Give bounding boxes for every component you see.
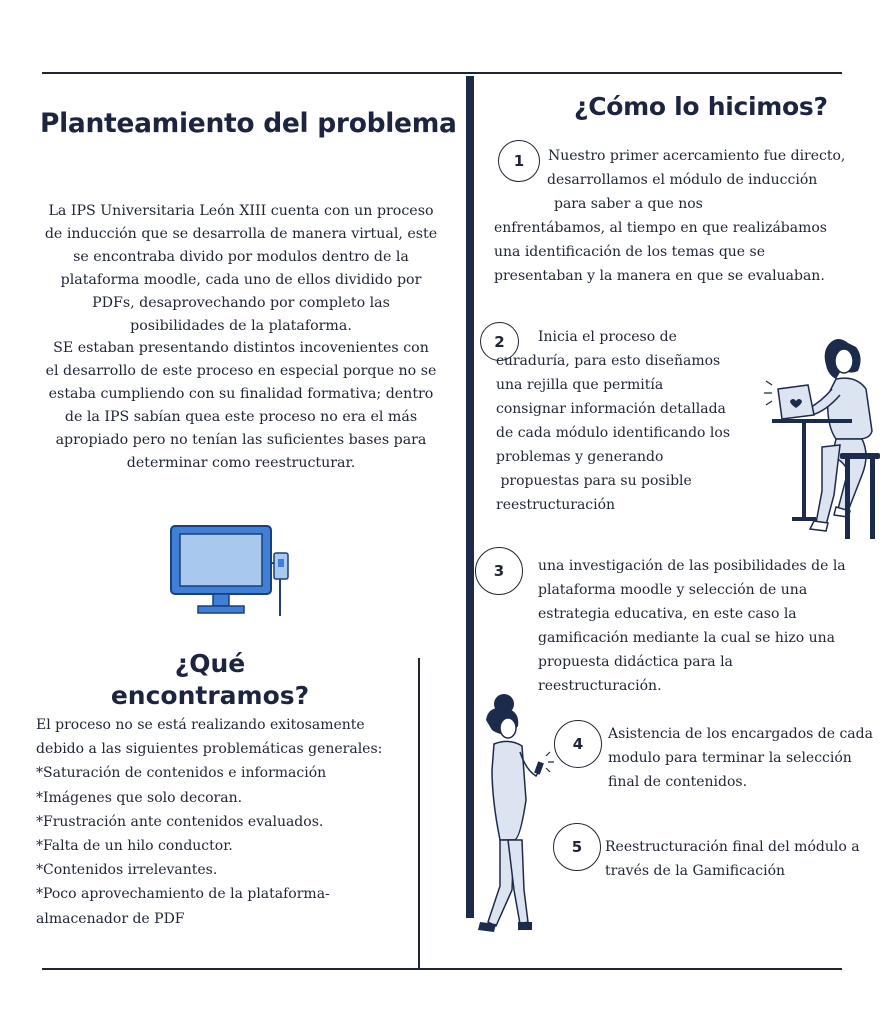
- found-line: *Frustración ante contenidos evaluados.: [36, 813, 324, 830]
- problem-paragraph: [22, 200, 460, 475]
- center-divider: [466, 76, 474, 918]
- step-line: curaduría, para esto diseñamos: [496, 353, 721, 369]
- step-line: Nuestro primer acercamiento fue directo,: [548, 148, 846, 164]
- step-line: Inicia el proceso de: [538, 329, 677, 345]
- problem-title: Planteamiento del problema: [40, 108, 457, 139]
- found-title-line: encontramos?: [110, 681, 310, 710]
- computer-monitor-icon: [168, 523, 300, 619]
- step-line: propuestas para su posible: [496, 473, 692, 489]
- found-title-line: ¿Qué: [174, 649, 246, 678]
- woman-phone-illustration: [474, 690, 570, 940]
- bottom-rule: [42, 968, 842, 970]
- found-line: *Saturación de contenidos e información: [36, 765, 327, 782]
- found-line: El proceso no se está realizando exitosamente: [36, 717, 365, 733]
- step-number-3: 3: [475, 547, 523, 595]
- step-line: presentaban y la manera en que se evaluaban.: [494, 268, 825, 284]
- paragraph-line: PDFs, desaprovechando por completo las: [92, 294, 390, 311]
- step-line: modulo para terminar la selección: [608, 750, 852, 766]
- step-4-text: [608, 722, 886, 794]
- step-number-5: 5: [553, 823, 601, 871]
- paragraph-line: de la IPS sabían quea este proceso no era el más: [64, 409, 418, 426]
- woman-laptop-illustration: [752, 335, 884, 545]
- how-title: ¿Cómo lo hicimos?: [574, 92, 828, 121]
- step-line: consignar información detallada: [496, 401, 726, 417]
- step-line: estrategia educativa, en este caso la: [538, 606, 797, 622]
- found-line: debido a las siguientes problemáticas generales:: [36, 741, 383, 758]
- paragraph-line: posibilidades de la plataforma.: [130, 317, 352, 334]
- step-number-1: 1: [498, 140, 540, 182]
- step-line: propuesta didáctica para la: [538, 654, 733, 670]
- paragraph-line: plataforma moodle, cada uno de ellos dividido por: [60, 271, 422, 288]
- found-line: *Imágenes que solo decoran.: [36, 789, 243, 806]
- step-1-text: [494, 144, 884, 288]
- top-rule: [42, 72, 842, 74]
- step-line: para saber a que nos: [554, 196, 703, 212]
- step-line: una identificación de los temas que se: [494, 244, 766, 260]
- step-line: reestructuración.: [538, 678, 662, 694]
- step-line: Reestructuración final del módulo a: [605, 839, 860, 855]
- paragraph-line: estaba cumpliendo con su finalidad formativa; dentro: [48, 386, 434, 403]
- step-line: enfrentábamos, al tiempo en que realizábamos: [494, 220, 827, 236]
- step-line: de cada módulo identificando los: [496, 425, 731, 441]
- step-line: una rejilla que permitía: [496, 377, 664, 393]
- step-line: desarrollamos el módulo de inducción: [547, 172, 818, 188]
- found-line: *Falta de un hilo conductor.: [36, 838, 233, 855]
- step-line: reestructuración: [496, 497, 616, 513]
- paragraph-line: se encontraba divido por modulos dentro de la: [73, 248, 409, 265]
- left-bottom-divider: [418, 658, 420, 970]
- found-title: [60, 648, 360, 712]
- step-line: plataforma moodle y selección de una: [538, 582, 808, 598]
- step-number-4: 4: [554, 720, 602, 768]
- step-line: gamificación mediante la cual se hizo una: [538, 630, 835, 646]
- paragraph-line: SE estaban presentando distintos incovenientes con: [53, 340, 429, 357]
- step-number-2: 2: [480, 322, 519, 361]
- found-line: almacenador de PDF: [36, 910, 185, 927]
- found-line: *Poco aprovechamiento de la plataforma-: [36, 886, 330, 903]
- paragraph-line: de inducción que se desarrolla de manera virtual, este: [44, 225, 438, 242]
- step-3-text: [538, 554, 883, 698]
- paragraph-line: el desarrollo de este proceso en especial porque no se: [45, 363, 437, 380]
- step-line: una investigación de las posibilidades de la: [538, 558, 846, 574]
- step-line: final de contenidos.: [608, 774, 748, 790]
- step-2-text: [496, 325, 776, 517]
- paragraph-line: La IPS Universitaria León XIII cuenta con un proceso: [48, 203, 434, 219]
- step-5-text: [605, 835, 885, 883]
- found-list: [36, 713, 416, 931]
- step-line: Asistencia de los encargados de cada: [608, 726, 873, 742]
- found-line: *Contenidos irrelevantes.: [36, 862, 218, 879]
- paragraph-line: apropiado pero no tenían las suficientes bases para: [55, 432, 427, 449]
- paragraph-line: determinar como reestructurar.: [126, 454, 356, 471]
- step-line: través de la Gamificación: [605, 863, 786, 879]
- step-line: problemas y generando: [496, 449, 664, 465]
